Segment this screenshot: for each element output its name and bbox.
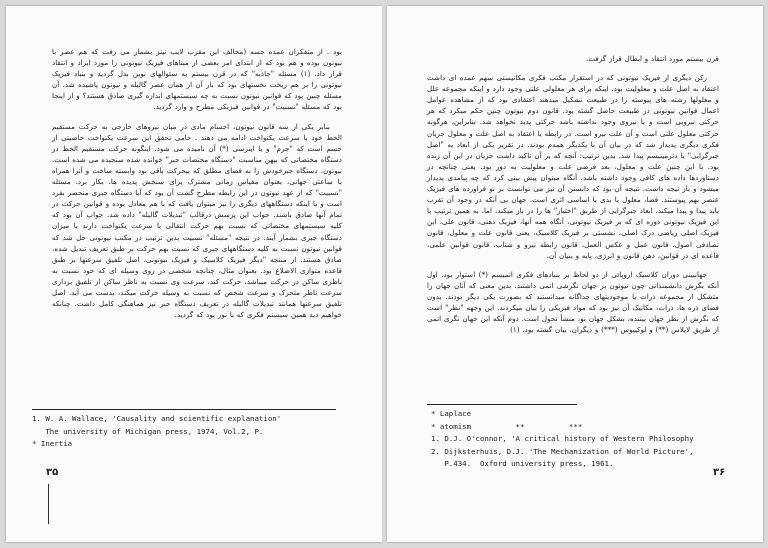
footnote-line: 2. Dijksterhuis, D.J. 'The Mechanization of World Picture', (431, 446, 694, 456)
footnote-line: * Inertia (32, 439, 73, 448)
left-paragraph-2: بنابر یکی از سه قانون نیوتون، اجسام مادی در میان نیروهای خارجی به حرکت مستقیم الخط خود با سرعت یکنواخت ادامه می دهند . حامی تحقق این سرعت یکنواخت حاصیتی از جسم است که "جرم" و یا اینرسی (*) آن نامیده می شود. اینگونه حرکت مستقیم الخط در دستگاه مختصاتی که بپهن مناسبت "دستگاه مختصات جبر" خوانده شده سنجیده می شده است. نیوتون، دستگاه جبرخودش را به فضای مطلق که بیحرکت باقی بود وابسته ساخت و آنرا همراه با ساعتی جهانی، بعنوان مقیاس زمانی مشترک برای سنجش پدیده ها، بکار برد. مسئله "نسبیت" که از عهد نیوتون در این رابطه مطرح گشت آن بود که آیا دستگاه جبری منحصر بفرد است و یا اینکه دستگاههای دیگری را نیز میتوان یافت که با هم معادل بوده و قوانین حرکت در تمام آنها صادق باشند. جواب این پرسش درقالب "تبدیلات گالیله" داده شد. جواب آن بود که کلیه سیستمهای مختصاتی که نسبت بهم حرکت انتقالی با سرعت یکنواخت دارند با میزان دستگاه جبری بشمار آیند. در نتیجه "مسئله" نسبیت بدین ترتیب در مکتب نیوتونی حل شد که قوانین نیوتون نسبت به کلیه دستگاههای جبری که نسبت بهم حرکت بر طبق تعریف تبدیل شده، صادق هستند. از منتجه "دیگر فیزیک کلاسیک و فیزیک نیوتونی، اصل تلفیق سرعتها بر طبق قاعده متوازی الاضلاع بود. بعنوان مثال، چنانچه شخصی در روی وسیله ای که خود نسبت به ناظری ساکن در حرکت میباشد، حرکت کند، سرعت وی نسبت به ناظر ساکن از تلفیق برداری سرعت ناظر متحرک و سرعت شخص که نسبت به وسیله حرکت میکند، بدست می آید. اصل تلفیق سرعتها همانند تبدیلات گالیله در تعریف دستگاه جبر نیز هماهنگی کامل داشت. چنانکه خواهیم دید همین سیستم فکری که با نور بود که گردید. (52, 121, 342, 320)
footnote-line: * Laplace (431, 409, 472, 418)
right-paragraph-2: رکن دیگری از فیزیک نیوتونی که در استقرار مکتب فکری مکانیستی سهم عمده ای داشت اعتقاد به اصل علت و معلولیت بود. اینکه برای هر معلولی علتی وجود دارد و اینکه مجموعه علل و معلولها رشته های پیوسته را در طبیعت تشکیل میدهند اعتقادی بود که از مشاهده عوامل اعمال قوانین نیوتونی در طبیعت حاصل گشته بود. قانون دوم نیوتون چنین حکم میکرد که هر حرکتی نیرویی است و یا نیروی وجود نداشته باشد حرکتی پدید نخواهد شد. بنابراین، هرگونه حرکتی معلول علتی است و آن علت نیرو است. در رابطه با اعتقاد به اصل علت و معلول جریان فکری دیگری پدیدار شد که در بیان آن با یکدیگر همدم بودند. در تقریر یکی از ابعاد به "اصل جبرگرایی" یا دترمینیسم پیدا شد. بدین ترتیب: آنچه که بر آن تاکید داشت جریان در این آن زنده بود. با این چنین علت و معلول، بعد فرضی علت و معلولیت به دور بود. یعنی چنانچه در دستاوردها داده های کافی وجود داشته باشد، آنگاه میتوان پیش بینی کرد که چه پیامدی پدیدار میشود و باز تیجه داشت. نتیجه آن بود که دانستن آن نیز می توانست بر نو فراورده های فیزیک عنصر بهم پیوستند. فضا، معلول یا بدی یا اساسی اثری است. جهان بی آنکه در وجود آن تقرب یابد پیدا و پیدا میکند. ابعاد جبرگرایی از طریق "اختیار" ها را در باز میکند، اما، به همین ترتیب با این فیزیک نیوتونی دوره ای که بر فیزیک نیوتونی، آنگاه همه آنها، فیزیک ذهنی، قانون علی، این فیزیک اصلی ریاضی درک اصلی، نشستی بر فیزیک کلاسیک، یعنی قانون علت و معلول، قانون تصادفی اصول، قانون عمل و عکس العمل، قانون رابطه نیرو و شتاب، قانون قوانین علمی، قاعده ای در قوانین، ذهن قانون و انرژی، پایه و بنیان آن. (427, 73, 719, 260)
footnote-rule (427, 404, 577, 405)
footnote-line: * atomism ** *** (431, 421, 583, 431)
footnote-rule (32, 409, 336, 410)
right-page-body (427, 53, 719, 343)
right-paragraph-1: قرن بیستم مورد انتقاد و ابطال قرار گرفت. (586, 54, 719, 63)
left-page-number: ۳۵ (46, 467, 59, 478)
footnote-line: The university of Michigan press, 1974, Vol.2, P. (32, 426, 264, 436)
margin-mark (48, 484, 49, 524)
right-page-number: ۳۶ (713, 467, 726, 478)
footnote-line: P.434. Oxford university press, 1961. (431, 459, 614, 468)
left-page (6, 6, 382, 542)
left-page-body (52, 46, 342, 328)
left-paragraph-1: بود . از متفکران عمده جسه (مخالف این مقرب لایب نیتز بشمار می رفت که هم عصر با نیوتون بوده و هم بود که از ابتدای امر بعضی از مبناهای فیزیک نیوتونی را مورد ایراد و انتقاد قرار داد. (۱) مسئله "جاذبه" که در قرن بیستم به سئوالهای نوین بدل گردید و بنیاد فیزیک نیوتونی را بر هم ریخت نخستهای بود که بار آن از همان عصر گالیله و نیوتون پاشیده شد. آن مسئله چنین بود که قوانین نیوتون نسبت به چه سیستمهای اندازه گیری صادق هستند؟ و از اینجا بود که مسئله "نسبیت" در قوانین فیزیکی مطرح و وارد گردید. (52, 47, 342, 112)
footnote-line: 1. D.J. O'connor, 'A critical history of Western Philosophy (431, 434, 694, 443)
right-footnotes (431, 408, 694, 471)
left-footnotes (32, 413, 281, 451)
footnote-line: 1. W. A. Wallace, 'Causality and scientific explanation' (32, 414, 282, 423)
right-page (387, 6, 763, 542)
right-paragraph-3: جهانبینی دوران کلاسیک اروپائی از دو لحاظ بر بنیادهای فکری اتمیسم (*) استوار بود. اول آنکه بگرش دانشمندانی چون نیوتون بر جهان نگرشی اتمی داشتند. بدین معنی که آنان جهان را متشکل از مجموعه ذرات یا موجودیتهای جداگانه میدانستند که بصورت یکی دیگر بودند. بدون فضای ذره ها، ذرات، مکانیک آن نیز بود که مواد فیزیکی را بیان میکردند. این وجهه "نظر" است که نگرش از نظر جهان بیننده، بشکل جهان نو، منشأ تحول است. دوم آنکه این جهان نگری اتمی از طریق لاپلاس (**) و لوکیپوس (***) و دیگران، بیان گشته بود. (۱) (427, 269, 719, 335)
